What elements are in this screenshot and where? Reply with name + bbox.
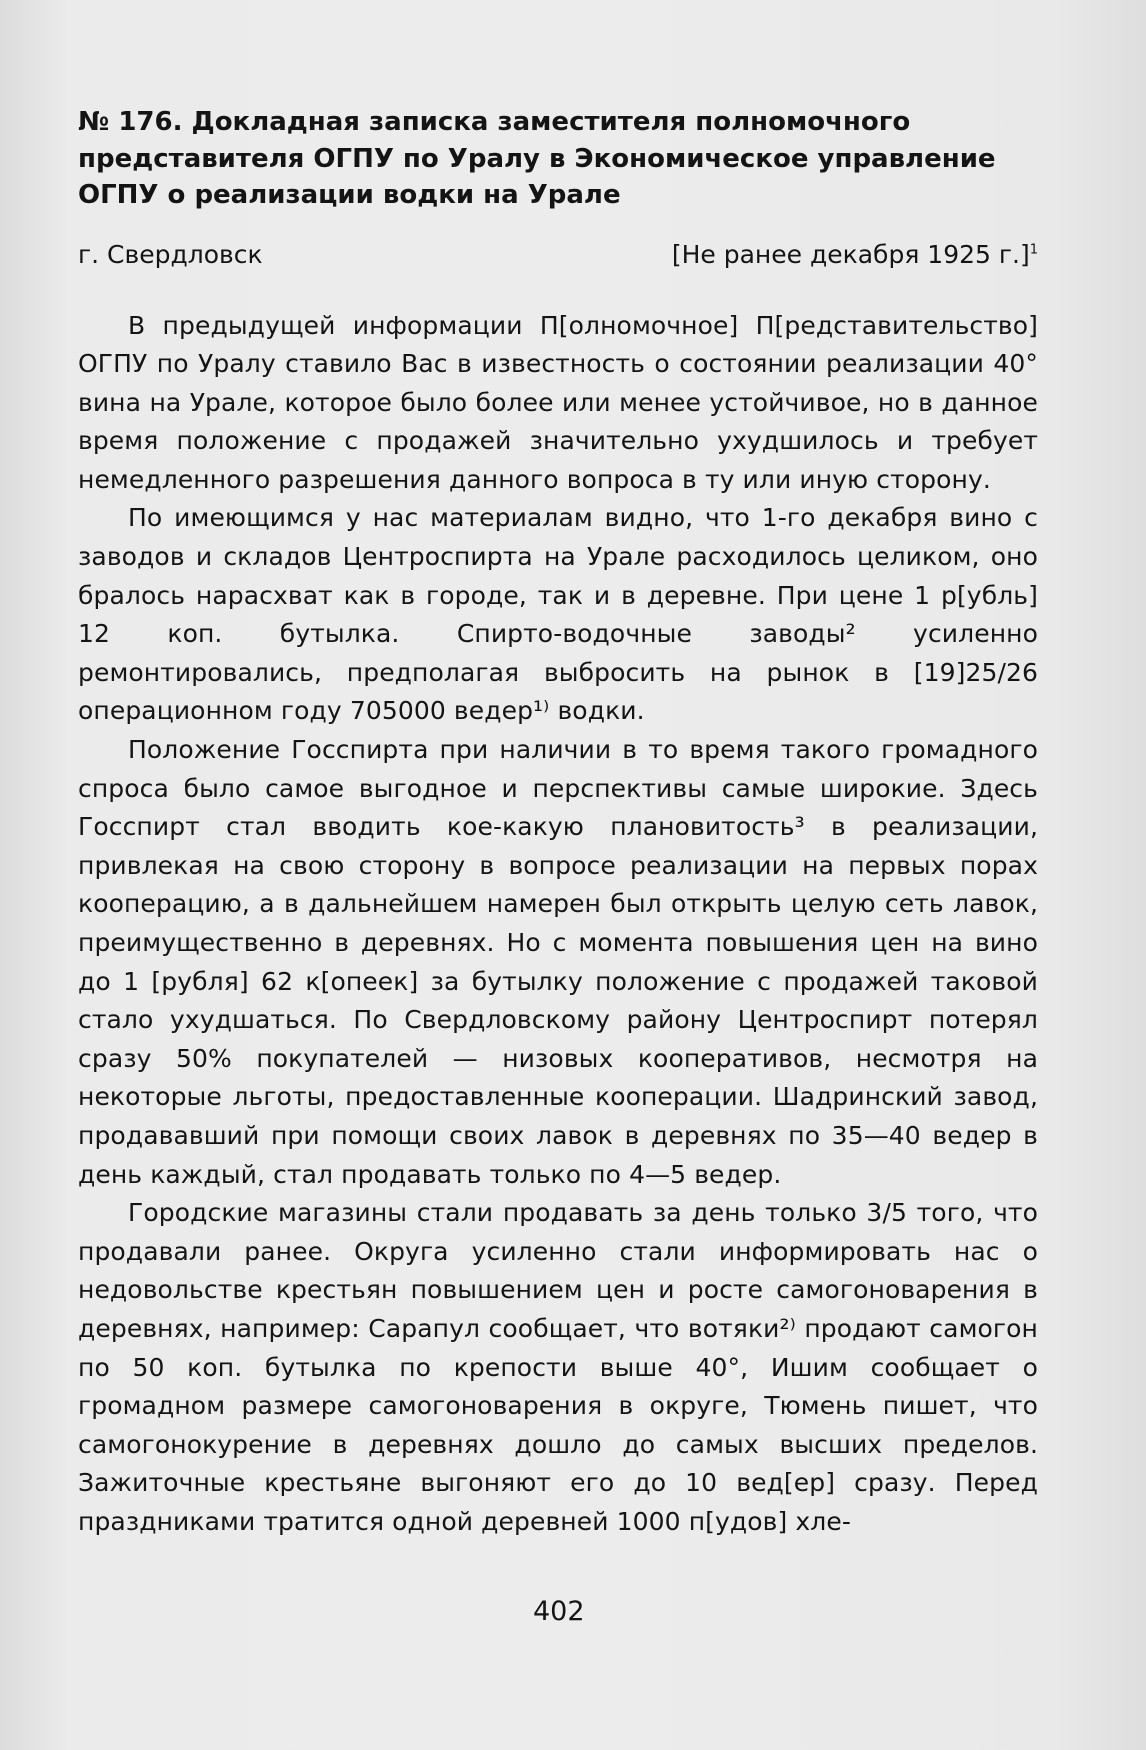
paragraph-4: Городские магазины стали продавать за день только 3/5 того, что продавали ранее. Округа усиленно стали информировать нас о недовольстве крестьян повышением цен и росте самогоноварения в деревнях, например: Сарапул сообщает, что вотяки²⁾ продают самогон по 50 коп. бутылка по крепости выше 40°, Ишим сообщает о громадном размере самогоноварения в округе, Тюмень пишет, что самогонокурение в деревнях дошло до самых высших пределов. Зажиточные крестьяне выгоняют его до 10 вед[ер] сразу. Перед праздниками тратится одной деревней 1000 п[удов] хле- [78, 1198, 1038, 1536]
paragraph-2: По имеющимся у нас материалам видно, что 1-го декабря вино с заводов и складов Центроспирта на Урале расходилось целиком, оно бралось нарасхват как в городе, так и в деревне. При цене 1 р[убль] 12 коп. бутылка. Спирто-водочные заводы² усиленно ремонтировались, предполагая выбросить на рынок в [19]25/26 операционном году 705000 ведер¹⁾ водки. [78, 503, 1038, 726]
date-footnote-marker: 1 [1029, 242, 1038, 258]
paragraph-3: Положение Госспирта при наличии в то время такого громадного спроса было самое выгодное и перспективы самые широкие. Здесь Госспирт стал вводить кое-какую плановитость³ в реализации, привлекая на свою сторону в вопросе реализации на первых порах кооперацию, а в дальнейшем намерен был открыть целую сеть лавок, преимущественно в деревнях. Но с момента повышения цен на вино до 1 [рубля] 62 к[опеек] за бутылку положение с продажей таковой стало ухудшаться. По Свердловскому району Центроспирт потерял сразу 50% покупателей — низовых кооперативов, несмотря на некоторые льготы, предоставленные кооперации. Шадринский завод, продававший при помощи своих лавок в деревнях по 35—40 ведер в день каждый, стал продавать только по 4—5 ведер. [78, 735, 1038, 1189]
document-place: г. Свердловск [78, 239, 263, 269]
document-meta [78, 240, 1038, 269]
document-body [78, 307, 1038, 1542]
document-date: [Не ранее декабря 1925 г.] [671, 239, 1030, 269]
document-content [78, 104, 1042, 1542]
document-date-wrap [672, 240, 1038, 269]
page-number: 402 [533, 1596, 585, 1627]
document-title: № 176. Докладная записка заместителя полномочного представителя ОГПУ по Уралу в Экономическое управление ОГПУ о реализации водки на Урале [78, 107, 996, 210]
paragraph-1: В предыдущей информации П[олномочное] П[редставительство] ОГПУ по Уралу ставило Вас в известность о состоянии реализации 40° вина на Урале, которое было более или менее устойчивое, но в данное время положение с продажей значительно ухудшилось и требует немедленного разрешения данного вопроса в ту или иную сторону. [78, 310, 1038, 494]
